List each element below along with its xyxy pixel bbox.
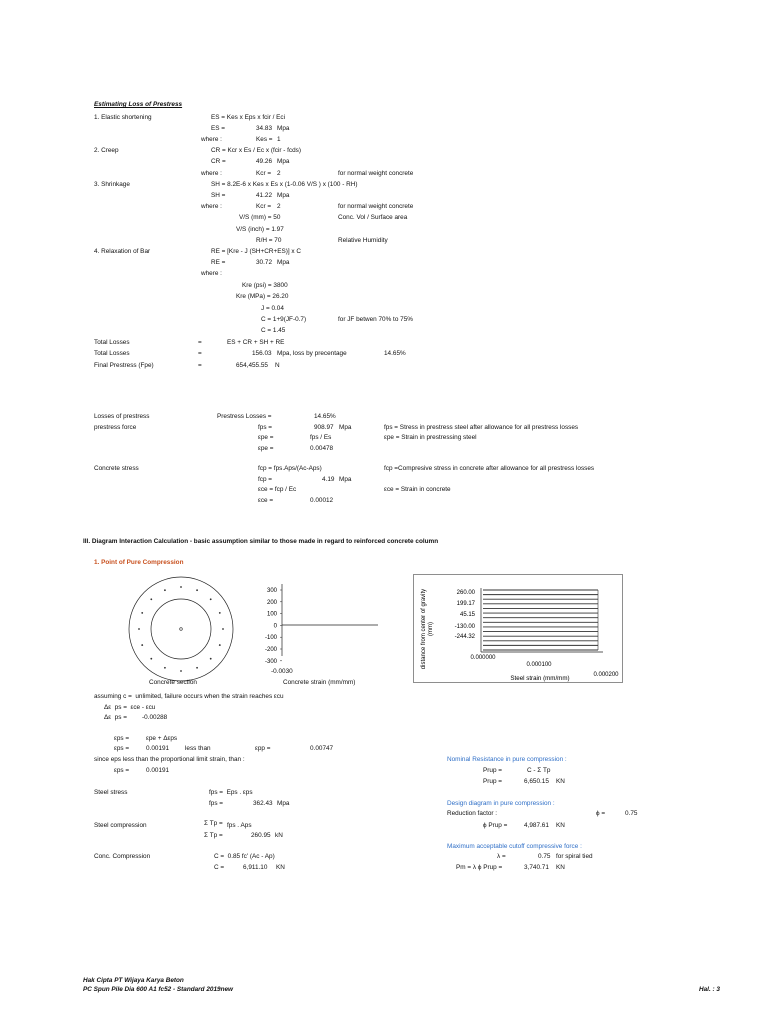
steel-x-tick: 0.000000 <box>470 655 496 661</box>
steel-y-label-2: (mm) <box>428 622 434 636</box>
fps-lhs: fps = <box>258 424 273 431</box>
c-formula: C = 1+9(JF-0.7) <box>261 316 307 323</box>
assume-text: assuming c = unlimited, failure occurs when the strain reaches εcu <box>94 693 284 700</box>
fps-value: 908.97 <box>314 424 334 431</box>
sh-kcr-lhs: Kcr = <box>256 203 272 210</box>
phi-prup-unit: KN <box>556 822 565 829</box>
vs-inch: V/S (inch) = 1.97 <box>236 226 284 233</box>
total-losses-value: 156.03 <box>252 350 272 357</box>
strand-dot <box>219 612 221 614</box>
lambda-lhs: λ = <box>497 853 506 860</box>
steel-x-tick: 0.000100 <box>526 662 552 668</box>
kes-lhs: Kes = <box>256 136 273 143</box>
phi-prup-lhs: ϕ Prup = <box>483 822 508 829</box>
strand-dot <box>150 598 152 600</box>
c-note: for JF betwen 70% to 75% <box>338 316 413 323</box>
steel-y-label-1: distance from center of gravity <box>421 588 427 670</box>
lambda-value: 0.75 <box>538 853 551 860</box>
cr-label: 2. Creep <box>94 147 119 154</box>
strand-dot <box>196 589 198 591</box>
design-diagram-title: Design diagram in pure compression : <box>447 800 555 807</box>
strain-tick-label: 300 <box>266 588 277 594</box>
es-unit: Mpa <box>277 125 290 132</box>
delta-eps-value: -0.00288 <box>142 714 168 721</box>
prup-unit: KN <box>556 778 565 785</box>
phi-prup-value: 4,987.61 <box>524 822 549 829</box>
outer-circle <box>129 577 233 681</box>
tp-lhs-2: Σ Tp = <box>204 832 223 839</box>
since-text: since eps less than the proportional limit strain, than : <box>94 756 245 763</box>
pm-unit: KN <box>556 864 565 871</box>
strand-dot <box>210 658 212 660</box>
strand-dot <box>138 628 140 630</box>
prestress-force-label: prestress force <box>94 424 137 431</box>
lambda-note: for spiral tied <box>556 853 593 860</box>
j-value: J = 0.04 <box>261 305 284 312</box>
concrete-section-figure <box>126 574 236 684</box>
total-losses-text: Mpa, loss by precentage <box>277 350 347 357</box>
re-where: where : <box>201 270 222 277</box>
es-where: where : <box>201 136 222 143</box>
steel-stress-formula: fps = Eps . εps <box>209 789 253 796</box>
cr-where: where : <box>201 170 222 177</box>
nominal-resistance-title: Nominal Resistance in pure compression : <box>447 756 567 763</box>
es-lhs: ES = <box>211 125 226 132</box>
kre-psi: Kre (psi) = 3800 <box>242 282 288 289</box>
epe-lhs-2: εpe = <box>258 445 274 452</box>
footer-page-number: Hal. : 3 <box>699 986 720 993</box>
re-value: 30.72 <box>256 259 272 266</box>
fps-unit: Mpa <box>339 424 352 431</box>
cr-unit: Mpa <box>277 158 290 165</box>
prup-value: 6,650.15 <box>524 778 549 785</box>
final-prestress-eq: = <box>198 362 202 369</box>
es-value: 34.83 <box>256 125 272 132</box>
kre-mpa: Kre (MPa) = 26.20 <box>236 293 289 300</box>
epe-expr: fps / Es <box>310 434 332 441</box>
sh-kcr-value: 2 <box>277 203 281 210</box>
strand-dot <box>219 644 221 646</box>
epe-note: εpe = Strain in prestressing steel <box>384 434 477 441</box>
steel-x-tick: 0.000200 <box>593 672 619 678</box>
steel-y-tick: 199.17 <box>456 601 475 607</box>
delta-eps-lhs: Δε ps = <box>104 714 127 721</box>
prup-expr: C - Σ Tp <box>527 767 551 774</box>
pure-compression-heading: 1. Point of Pure Compression <box>94 559 184 566</box>
strain-ticks <box>265 588 282 665</box>
total-losses-eq: = <box>198 339 202 346</box>
strand-dot <box>150 658 152 660</box>
strand-dot <box>180 670 182 672</box>
re-label: 4. Relaxation of Bar <box>94 248 151 255</box>
strain-tick-label: 0 <box>273 623 277 630</box>
fps-note: fps = Stress in prestress steel after allowance for all prestress losses <box>384 424 579 431</box>
rh-note: Relative Humidity <box>338 237 388 244</box>
cr-kcr-value: 2 <box>277 170 281 177</box>
strain-tick-label: 200 <box>266 599 277 606</box>
sh-formula: SH = 8.2E-6 x Kes x Es x (1-0.06 V/S ) x (100 - RH) <box>211 181 358 188</box>
total-losses-eq-2: = <box>198 350 202 357</box>
fcp-unit: Mpa <box>339 476 352 483</box>
footer-copyright: Hak Cipta PT Wijaya Karya Beton <box>83 977 184 984</box>
steel-strain-bars <box>483 590 598 650</box>
cr-kcr-note: for normal weight concrete <box>338 170 414 177</box>
sh-lhs: SH = <box>211 192 226 199</box>
strand-dot <box>164 589 166 591</box>
less-than: less than <box>185 745 211 752</box>
es-formula: ES = Kes x Eps x fcir / Eci <box>211 114 286 121</box>
strand-dot <box>196 667 198 669</box>
section-iii-heading: III. Diagram Interaction Calculation - basic assumption similar to those made in regard to reinforced concrete column <box>83 538 439 545</box>
concrete-strain-plot <box>258 582 388 682</box>
fcp-note: fcp =Compresive stress in concrete after allowance for all prestress losses <box>384 465 595 472</box>
total-losses-label-2: Total Losses <box>94 350 130 357</box>
fcp-lhs: fcp = <box>258 476 273 483</box>
ece-formula: εce = fcp / Ec <box>258 486 297 493</box>
cr-kcr-lhs: Kcr = <box>256 170 272 177</box>
pm-lhs: Pm = λ ϕ Prup = <box>456 864 503 871</box>
steel-y-tick: 45.15 <box>459 612 475 618</box>
fcp-value: 4.19 <box>322 476 335 483</box>
steel-y-tick: -130.00 <box>454 624 475 630</box>
conc-compression-formula: C = 0.85 fc' (Ac - Ap) <box>214 853 275 860</box>
tp-lhs: Σ Tp = <box>204 820 223 827</box>
max-cutoff-title: Maximum acceptable cutoff compressive force : <box>447 843 582 850</box>
loss-heading: Estimating Loss of Prestress <box>94 101 183 108</box>
total-losses-label: Total Losses <box>94 339 130 346</box>
sh-kcr-note: for normal weight concrete <box>338 203 414 210</box>
strain-tick-label: -300 <box>264 658 277 665</box>
kes-value: 1 <box>277 136 281 143</box>
strand-dot <box>141 644 143 646</box>
cr-lhs: CR = <box>211 158 226 165</box>
steel-y-tick: -244.32 <box>454 634 475 640</box>
strain-tick-label: -200 <box>264 647 277 653</box>
center-mark <box>180 628 183 631</box>
conc-compression-lhs: C = <box>214 864 225 871</box>
eps-lhs: εps = <box>114 735 130 742</box>
strain-x-value: -0.0030 <box>271 668 293 675</box>
strand-dot <box>164 667 166 669</box>
steel-strain-plot <box>413 574 628 686</box>
eps-lhs-2: εps = <box>114 745 130 752</box>
epe-lhs: εpe = <box>258 434 274 441</box>
c-value: C = 1.45 <box>261 327 286 334</box>
re-unit: Mpa <box>277 259 290 266</box>
prup-lhs-2: Prup = <box>483 778 503 785</box>
sh-value: 41.22 <box>256 192 272 199</box>
delta-eps-formula: Δε ps = εce - εcu <box>104 704 156 711</box>
ece-note: εce = Strain in concrete <box>384 486 451 493</box>
final-prestress-value: 654,455.55 <box>236 362 268 369</box>
steel-x-label: Steel strain (mm/mm) <box>510 675 570 682</box>
cr-formula: CR = Kcr x Es / Ec x (fcir - fcds) <box>211 147 302 154</box>
sh-label: 3. Shrinkage <box>94 181 130 188</box>
vs-mm: V/S (mm) = 50 <box>239 214 281 221</box>
epp-value: 0.00747 <box>310 745 334 752</box>
reduction-factor-label: Reduction factor : <box>447 810 498 817</box>
pm-value: 3,740.71 <box>524 864 549 871</box>
prestress-losses-lhs: Prestress Losses = <box>217 413 272 420</box>
conc-compression-label: Conc. Compression <box>94 853 151 860</box>
cr-value: 49.26 <box>256 158 272 165</box>
vs-note: Conc. Vol / Surface area <box>338 214 408 221</box>
losses-of-prestress-label: Losses of prestress <box>94 413 150 420</box>
steel-stress-unit: Mpa <box>277 800 290 807</box>
steel-compression-label: Steel compression <box>94 822 147 829</box>
tp-expr: fps . Aps <box>227 822 252 829</box>
concrete-section-caption: Concrete section <box>149 679 197 686</box>
steel-stress-lhs: fps = <box>209 800 224 807</box>
steel-y-tick: 260.00 <box>456 590 475 596</box>
footer-document-title: PC Spun Pile Dia 600 A1 fc52 - Standard 2019new <box>83 986 233 993</box>
eps-value: 0.00191 <box>146 745 170 752</box>
tp-unit: kN <box>275 832 283 839</box>
prestress-losses-value: 14.65% <box>314 413 336 420</box>
concrete-strain-caption: Concrete strain (mm/mm) <box>283 679 356 686</box>
phi-lhs: ϕ = <box>596 810 606 817</box>
eps-lhs-3: εps = <box>114 767 130 774</box>
sh-unit: Mpa <box>277 192 290 199</box>
strain-tick-label: 100 <box>266 611 277 618</box>
phi-value: 0.75 <box>625 810 638 817</box>
strand-dot <box>141 612 143 614</box>
re-formula: RE = [Kre - J (SH+CR+ES)] x C <box>211 248 302 255</box>
conc-compression-value: 6,911.10 <box>243 864 268 871</box>
eps-value-3: 0.00191 <box>146 767 170 774</box>
steel-stress-label: Steel stress <box>94 789 128 796</box>
prup-lhs: Prup = <box>483 767 503 774</box>
total-losses-expr: ES + CR + SH + RE <box>227 339 285 346</box>
steel-stress-value: 362.43 <box>253 800 273 807</box>
ece-value: 0.00012 <box>310 497 334 504</box>
strain-tick-label: -100 <box>264 635 277 642</box>
concrete-stress-label: Concrete stress <box>94 465 139 472</box>
fcp-formula: fcp = fps.Aps/(Ac-Aps) <box>258 465 322 472</box>
strand-dot <box>210 598 212 600</box>
strand-dot <box>180 586 182 588</box>
sh-where: where : <box>201 203 222 210</box>
inner-circle <box>151 599 211 659</box>
ece-lhs: εce = <box>258 497 274 504</box>
epe-value: 0.00478 <box>310 445 334 452</box>
eps-expr: εpe + Δεps <box>146 735 178 742</box>
epp-lhs: εpp = <box>255 745 271 752</box>
total-losses-pct: 14.65% <box>384 350 406 357</box>
es-label: 1. Elastic shortening <box>94 114 152 121</box>
steel-plot-frame <box>414 575 623 683</box>
re-lhs: RE = <box>211 259 226 266</box>
strand-dot <box>222 628 224 630</box>
final-prestress-label: Final Prestress (Fpe) <box>94 362 154 369</box>
conc-compression-unit: KN <box>276 864 285 871</box>
final-prestress-unit: N <box>275 362 280 369</box>
steel-tick-labels <box>455 590 620 678</box>
tp-value: 260.95 <box>251 832 271 839</box>
rh: R/H = 70 <box>256 237 282 244</box>
